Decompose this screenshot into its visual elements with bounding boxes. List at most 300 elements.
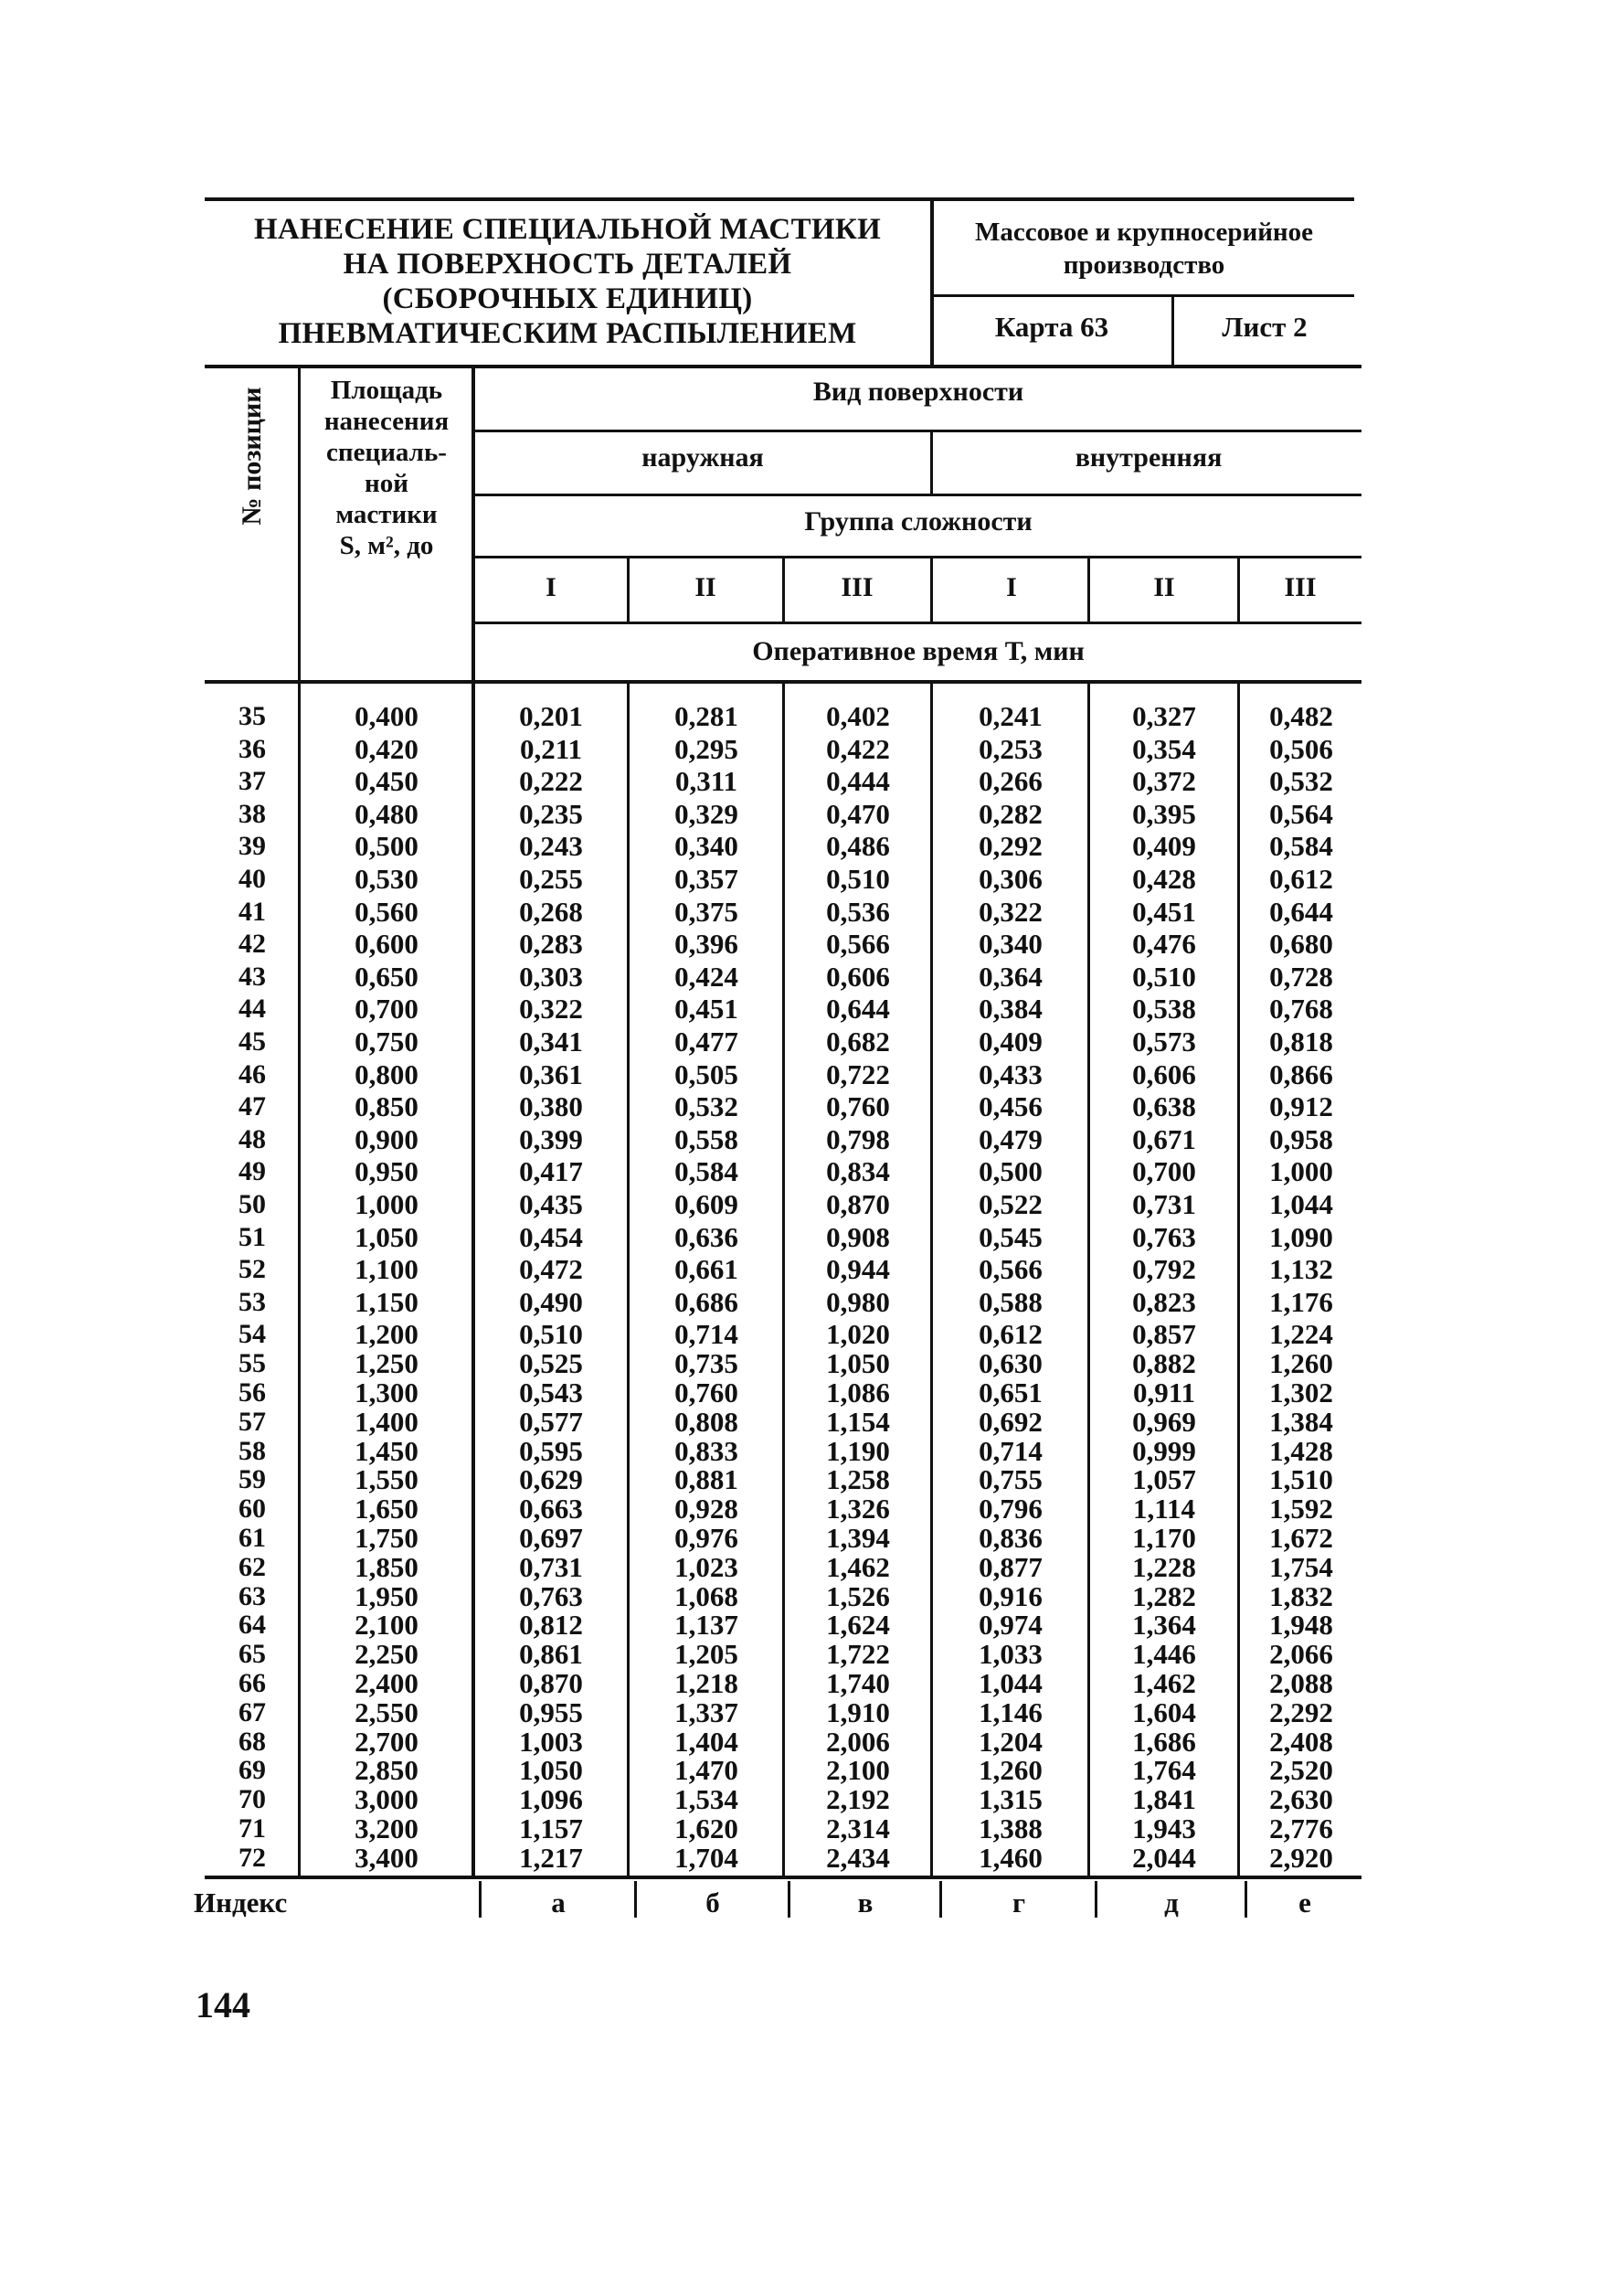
row-inner-1: 0,755: [979, 1463, 1043, 1496]
row-inner-3: 2,630: [1269, 1783, 1333, 1816]
row-outer-3: 2,192: [826, 1783, 890, 1816]
row-area: 3,200: [355, 1812, 418, 1844]
row-outer-3: 0,566: [826, 928, 890, 961]
row-area: 3,400: [355, 1841, 418, 1874]
row-inner-1: 0,566: [979, 1253, 1043, 1286]
row-inner-2: 0,792: [1132, 1253, 1196, 1286]
row-area: 1,450: [355, 1434, 418, 1467]
row-inner-3: 0,912: [1269, 1090, 1333, 1123]
area-header-line-2: нанесения: [323, 407, 450, 436]
row-inner-1: 0,500: [979, 1155, 1043, 1188]
row-inner-2: 0,327: [1132, 700, 1196, 732]
row-area: 1,850: [355, 1550, 418, 1583]
index-label: Индекс: [194, 1887, 288, 1919]
row-outer-2: 0,375: [674, 895, 738, 928]
row-position: 39: [238, 831, 266, 862]
row-outer-3: 1,740: [826, 1667, 890, 1699]
index-divider-0: [479, 1881, 482, 1918]
row-inner-1: 0,714: [979, 1434, 1043, 1467]
inner-surface-header: внутренняя: [1075, 442, 1223, 473]
row-outer-2: 0,295: [674, 732, 738, 765]
row-area: 1,200: [355, 1318, 418, 1351]
row-inner-1: 1,315: [979, 1783, 1043, 1816]
area-header-line-5: мастики: [335, 500, 438, 529]
row-outer-3: 1,910: [826, 1695, 890, 1728]
row-position: 64: [238, 1610, 266, 1641]
row-outer-1: 0,763: [519, 1579, 583, 1612]
row-outer-1: 0,595: [519, 1434, 583, 1467]
row-inner-2: 0,538: [1132, 993, 1196, 1026]
outer-surface-header: наружная: [641, 442, 764, 473]
index-value-a: а: [551, 1887, 566, 1919]
row-inner-2: 0,671: [1132, 1122, 1196, 1155]
row-inner-3: 1,260: [1269, 1347, 1333, 1380]
row-area: 2,550: [355, 1695, 418, 1728]
row-outer-1: 1,217: [519, 1841, 583, 1874]
row-position: 38: [238, 798, 266, 829]
row-position: 49: [238, 1156, 266, 1187]
row-outer-2: 0,661: [674, 1253, 738, 1286]
row-position: 36: [238, 733, 266, 764]
body-divider-position: [298, 682, 301, 1876]
row-outer-2: 0,396: [674, 928, 738, 961]
row-area: 1,050: [355, 1220, 418, 1253]
row-inner-1: 0,588: [979, 1285, 1043, 1318]
row-inner-2: 1,364: [1132, 1609, 1196, 1642]
row-outer-1: 0,235: [519, 797, 583, 830]
row-inner-3: 2,408: [1269, 1725, 1333, 1758]
row-inner-2: 1,462: [1132, 1667, 1196, 1699]
row-position: 66: [238, 1668, 266, 1698]
row-outer-3: 0,682: [826, 1026, 890, 1058]
row-area: 2,250: [355, 1638, 418, 1671]
row-position: 63: [238, 1580, 266, 1611]
row-inner-1: 0,974: [979, 1609, 1043, 1642]
row-inner-2: 1,228: [1132, 1550, 1196, 1583]
row-outer-3: 2,006: [826, 1725, 890, 1758]
row-outer-2: 1,137: [674, 1609, 738, 1642]
sheet-number: Лист 2: [1222, 311, 1308, 343]
row-outer-2: 0,808: [674, 1405, 738, 1438]
row-inner-2: 0,999: [1132, 1434, 1196, 1467]
row-inner-2: 1,170: [1132, 1522, 1196, 1554]
row-outer-1: 0,255: [519, 863, 583, 895]
row-area: 1,000: [355, 1188, 418, 1220]
row-area: 0,560: [355, 895, 418, 928]
row-outer-2: 1,704: [674, 1841, 738, 1874]
row-outer-1: 0,577: [519, 1405, 583, 1438]
row-area: 0,450: [355, 765, 418, 798]
row-outer-2: 0,928: [674, 1493, 738, 1525]
row-outer-2: 1,205: [674, 1638, 738, 1671]
row-inner-2: 1,686: [1132, 1725, 1196, 1758]
row-outer-3: 1,086: [826, 1377, 890, 1408]
row-area: 1,100: [355, 1253, 418, 1286]
row-outer-2: 0,477: [674, 1026, 738, 1058]
row-outer-3: 1,020: [826, 1318, 890, 1351]
row-inner-2: 0,823: [1132, 1285, 1196, 1318]
row-outer-1: 0,543: [519, 1377, 583, 1408]
group-header-4: I: [1006, 572, 1017, 602]
row-inner-3: 1,672: [1269, 1522, 1333, 1554]
row-outer-1: 0,435: [519, 1188, 583, 1220]
row-position: 40: [238, 864, 266, 894]
row-area: 1,550: [355, 1463, 418, 1496]
row-outer-3: 1,462: [826, 1550, 890, 1583]
row-outer-1: 1,050: [519, 1754, 583, 1787]
row-inner-1: 0,266: [979, 765, 1043, 798]
body-divider-4: [1087, 682, 1090, 1876]
row-inner-3: 2,520: [1269, 1754, 1333, 1787]
row-inner-1: 0,364: [979, 960, 1043, 993]
row-inner-2: 0,372: [1132, 765, 1196, 798]
row-area: 0,600: [355, 928, 418, 961]
row-outer-1: 0,303: [519, 960, 583, 993]
row-inner-1: 0,433: [979, 1058, 1043, 1090]
row-inner-3: 2,292: [1269, 1695, 1333, 1728]
row-inner-2: 0,731: [1132, 1188, 1196, 1220]
row-position: 47: [238, 1091, 266, 1122]
row-outer-2: 1,337: [674, 1695, 738, 1728]
row-inner-1: 1,044: [979, 1667, 1043, 1699]
row-position: 62: [238, 1551, 266, 1582]
row-outer-3: 0,870: [826, 1188, 890, 1220]
row-outer-3: 1,394: [826, 1522, 890, 1554]
row-inner-3: 0,506: [1269, 732, 1333, 765]
row-inner-1: 1,460: [979, 1841, 1043, 1874]
row-outer-2: 1,404: [674, 1725, 738, 1758]
row-outer-3: 0,510: [826, 863, 890, 895]
row-inner-2: 1,057: [1132, 1463, 1196, 1496]
row-area: 2,400: [355, 1667, 418, 1699]
body-divider-1: [627, 682, 630, 1876]
row-area: 3,000: [355, 1783, 418, 1816]
row-area: 0,750: [355, 1026, 418, 1058]
row-outer-3: 0,606: [826, 960, 890, 993]
row-outer-1: 1,096: [519, 1783, 583, 1816]
row-position: 42: [238, 929, 266, 960]
row-area: 0,650: [355, 960, 418, 993]
row-outer-1: 0,243: [519, 830, 583, 863]
index-divider-2: [788, 1881, 790, 1918]
row-outer-2: 0,976: [674, 1522, 738, 1554]
row-area: 0,500: [355, 830, 418, 863]
row-area: 0,800: [355, 1058, 418, 1090]
row-inner-3: 0,768: [1269, 993, 1333, 1026]
row-inner-2: 0,882: [1132, 1347, 1196, 1380]
row-inner-2: 0,857: [1132, 1318, 1196, 1351]
row-inner-2: 0,638: [1132, 1090, 1196, 1123]
row-inner-2: 0,476: [1132, 928, 1196, 961]
row-area: 1,650: [355, 1493, 418, 1525]
row-inner-1: 0,241: [979, 700, 1043, 732]
row-position: 51: [238, 1221, 266, 1252]
row-inner-2: 1,282: [1132, 1579, 1196, 1612]
row-inner-1: 0,479: [979, 1122, 1043, 1155]
row-outer-3: 0,834: [826, 1155, 890, 1188]
row-inner-3: 0,482: [1269, 700, 1333, 732]
row-inner-1: 0,253: [979, 732, 1043, 765]
group-header-6: III: [1284, 572, 1317, 602]
row-outer-3: 0,722: [826, 1058, 890, 1090]
row-inner-2: 1,604: [1132, 1695, 1196, 1728]
row-outer-2: 1,068: [674, 1579, 738, 1612]
group-header-1: I: [546, 572, 556, 602]
row-inner-3: 1,000: [1269, 1155, 1333, 1188]
row-outer-3: 1,050: [826, 1347, 890, 1380]
row-inner-1: 0,456: [979, 1090, 1043, 1123]
time-header: Оперативное время Т, мин: [752, 636, 1085, 666]
row-outer-2: 0,584: [674, 1155, 738, 1188]
group-header-5: II: [1153, 572, 1175, 602]
row-inner-1: 0,836: [979, 1522, 1043, 1554]
row-outer-3: 1,258: [826, 1463, 890, 1496]
row-inner-2: 0,428: [1132, 863, 1196, 895]
row-inner-2: 0,763: [1132, 1220, 1196, 1253]
row-outer-1: 0,211: [519, 732, 583, 765]
row-inner-1: 0,796: [979, 1493, 1043, 1525]
row-outer-1: 0,955: [519, 1695, 583, 1728]
row-outer-3: 1,624: [826, 1609, 890, 1642]
row-outer-3: 0,644: [826, 993, 890, 1026]
row-position: 70: [238, 1784, 266, 1815]
row-outer-3: 1,526: [826, 1579, 890, 1612]
body-divider-2: [782, 682, 785, 1876]
area-header-line-3: специаль-: [326, 438, 447, 467]
row-inner-1: 0,409: [979, 1026, 1043, 1058]
row-outer-3: 1,326: [826, 1493, 890, 1525]
body-divider-5: [1237, 682, 1240, 1876]
row-position: 54: [238, 1319, 266, 1350]
row-position: 67: [238, 1696, 266, 1727]
row-position: 56: [238, 1377, 266, 1408]
page-number: 144: [196, 1984, 250, 2025]
row-area: 1,750: [355, 1522, 418, 1554]
row-outer-2: 1,534: [674, 1783, 738, 1816]
row-outer-1: 0,663: [519, 1493, 583, 1525]
row-outer-3: 0,908: [826, 1220, 890, 1253]
table-bottom-rule: [205, 1876, 1361, 1879]
row-inner-1: 0,651: [979, 1377, 1043, 1408]
row-outer-2: 0,636: [674, 1220, 738, 1253]
row-outer-2: 0,686: [674, 1285, 738, 1318]
row-inner-3: 0,958: [1269, 1122, 1333, 1155]
index-value-b: б: [705, 1887, 720, 1919]
row-inner-3: 1,132: [1269, 1253, 1333, 1286]
row-inner-1: 0,612: [979, 1318, 1043, 1351]
row-outer-2: 0,311: [674, 765, 738, 798]
row-area: 0,850: [355, 1090, 418, 1123]
row-outer-1: 0,268: [519, 895, 583, 928]
row-outer-3: 0,444: [826, 765, 890, 798]
row-inner-1: 0,340: [979, 928, 1043, 961]
row-outer-1: 0,870: [519, 1667, 583, 1699]
index-divider-3: [939, 1881, 942, 1918]
row-inner-3: 0,866: [1269, 1058, 1333, 1090]
surface-type-header: Вид поверхности: [812, 377, 1024, 407]
row-inner-1: 0,522: [979, 1188, 1043, 1220]
row-outer-1: 0,697: [519, 1522, 583, 1554]
row-outer-3: 0,486: [826, 830, 890, 863]
row-inner-1: 0,292: [979, 830, 1043, 863]
row-area: 0,480: [355, 797, 418, 830]
row-inner-2: 1,446: [1132, 1638, 1196, 1671]
row-inner-3: 1,754: [1269, 1550, 1333, 1583]
row-outer-1: 0,222: [519, 765, 583, 798]
row-inner-2: 0,395: [1132, 797, 1196, 830]
row-inner-2: 0,409: [1132, 830, 1196, 863]
row-position: 35: [238, 701, 266, 731]
row-position: 45: [238, 1026, 266, 1057]
row-position: 41: [238, 896, 266, 927]
row-outer-2: 0,833: [674, 1434, 738, 1467]
row-area: 1,150: [355, 1285, 418, 1318]
index-value-e: е: [1298, 1887, 1311, 1919]
row-inner-3: 2,066: [1269, 1638, 1333, 1671]
title-line-4: ПНЕВМАТИЧЕСКИМ РАСПЫЛЕНИЕМ: [278, 317, 857, 350]
group-header-2: II: [694, 572, 716, 602]
row-outer-3: 0,422: [826, 732, 890, 765]
row-inner-2: 0,606: [1132, 1058, 1196, 1090]
row-position: 61: [238, 1523, 266, 1553]
row-inner-3: 1,428: [1269, 1434, 1333, 1467]
row-inner-1: 0,306: [979, 863, 1043, 895]
row-position: 58: [238, 1435, 266, 1466]
row-inner-3: 0,532: [1269, 765, 1333, 798]
index-value-g: г: [1012, 1887, 1026, 1919]
row-position: 37: [238, 766, 266, 797]
row-inner-1: 0,916: [979, 1579, 1043, 1612]
production-line-2: производство: [1063, 250, 1225, 280]
row-position: 71: [238, 1813, 266, 1844]
complexity-header: Группа сложности: [804, 506, 1033, 537]
row-outer-2: 0,505: [674, 1058, 738, 1090]
row-outer-1: 0,490: [519, 1285, 583, 1318]
row-inner-3: 1,592: [1269, 1493, 1333, 1525]
row-inner-3: 2,088: [1269, 1667, 1333, 1699]
row-inner-2: 1,943: [1132, 1812, 1196, 1844]
area-header-line-4: ной: [365, 469, 408, 498]
row-outer-3: 2,100: [826, 1754, 890, 1787]
row-inner-3: 1,090: [1269, 1220, 1333, 1253]
row-position: 59: [238, 1464, 266, 1495]
row-inner-3: 1,302: [1269, 1377, 1333, 1408]
row-outer-1: 1,157: [519, 1812, 583, 1844]
row-area: 1,400: [355, 1405, 418, 1438]
row-outer-3: 2,434: [826, 1841, 890, 1874]
row-inner-2: 0,510: [1132, 960, 1196, 993]
row-position: 60: [238, 1493, 266, 1525]
row-position: 72: [238, 1842, 266, 1873]
row-inner-3: 1,044: [1269, 1188, 1333, 1220]
row-inner-3: 0,564: [1269, 797, 1333, 830]
row-outer-2: 0,329: [674, 797, 738, 830]
row-outer-2: 0,760: [674, 1377, 738, 1408]
row-inner-2: 0,451: [1132, 895, 1196, 928]
row-outer-1: 1,003: [519, 1725, 583, 1758]
row-outer-3: 0,760: [826, 1090, 890, 1123]
row-outer-1: 0,283: [519, 928, 583, 961]
row-outer-2: 0,340: [674, 830, 738, 863]
area-header-line-6: S, м², до: [339, 531, 434, 560]
row-outer-2: 0,451: [674, 993, 738, 1026]
row-outer-1: 0,629: [519, 1463, 583, 1496]
row-inner-2: 1,764: [1132, 1754, 1196, 1787]
row-area: 2,700: [355, 1725, 418, 1758]
row-area: 2,100: [355, 1609, 418, 1642]
row-inner-2: 0,969: [1132, 1405, 1196, 1438]
row-inner-1: 1,146: [979, 1695, 1043, 1728]
row-outer-2: 0,735: [674, 1347, 738, 1380]
row-position: 43: [238, 961, 266, 992]
row-inner-2: 1,841: [1132, 1783, 1196, 1816]
row-inner-3: 1,224: [1269, 1318, 1333, 1351]
row-outer-2: 0,714: [674, 1318, 738, 1351]
index-divider-1: [634, 1881, 637, 1918]
row-inner-1: 1,388: [979, 1812, 1043, 1844]
row-position: 46: [238, 1058, 266, 1090]
title-line-1: НАНЕСЕНИЕ СПЕЦИАЛЬНОЙ МАСТИКИ: [253, 213, 882, 246]
row-position: 65: [238, 1639, 266, 1670]
row-inner-3: 0,680: [1269, 928, 1333, 961]
row-outer-2: 1,023: [674, 1550, 738, 1583]
row-outer-2: 0,532: [674, 1090, 738, 1123]
row-inner-3: 1,948: [1269, 1609, 1333, 1642]
row-outer-2: 0,609: [674, 1188, 738, 1220]
group-header-3: III: [841, 572, 874, 602]
row-area: 2,850: [355, 1754, 418, 1787]
row-inner-1: 0,282: [979, 797, 1043, 830]
row-outer-1: 0,201: [519, 700, 583, 732]
row-inner-3: 2,920: [1269, 1841, 1333, 1874]
row-inner-2: 0,354: [1132, 732, 1196, 765]
row-inner-1: 0,384: [979, 993, 1043, 1026]
row-inner-3: 0,644: [1269, 895, 1333, 928]
row-position: 50: [238, 1189, 266, 1219]
row-outer-1: 0,380: [519, 1090, 583, 1123]
position-header: № позиции: [237, 387, 267, 526]
row-outer-1: 0,731: [519, 1550, 583, 1583]
row-position: 68: [238, 1726, 266, 1757]
row-inner-1: 0,545: [979, 1220, 1043, 1253]
row-outer-3: 2,314: [826, 1812, 890, 1844]
row-outer-1: 0,399: [519, 1122, 583, 1155]
title-line-2: НА ПОВЕРХНОСТЬ ДЕТАЛЕЙ: [343, 248, 792, 281]
row-outer-3: 1,190: [826, 1434, 890, 1467]
body-divider-area: [471, 682, 475, 1876]
row-outer-2: 0,881: [674, 1463, 738, 1496]
row-area: 0,900: [355, 1122, 418, 1155]
index-value-d: д: [1164, 1887, 1179, 1919]
row-outer-3: 1,722: [826, 1638, 890, 1671]
row-inner-1: 1,033: [979, 1638, 1043, 1671]
row-outer-1: 0,510: [519, 1318, 583, 1351]
row-area: 1,950: [355, 1579, 418, 1612]
row-inner-2: 0,573: [1132, 1026, 1196, 1058]
row-position: 57: [238, 1406, 266, 1437]
row-outer-1: 0,341: [519, 1026, 583, 1058]
row-outer-1: 0,812: [519, 1609, 583, 1642]
row-outer-3: 0,944: [826, 1253, 890, 1286]
row-area: 0,530: [355, 863, 418, 895]
row-inner-3: 2,776: [1269, 1812, 1333, 1844]
row-outer-1: 0,454: [519, 1220, 583, 1253]
row-outer-2: 1,218: [674, 1667, 738, 1699]
row-outer-3: 0,470: [826, 797, 890, 830]
row-area: 0,950: [355, 1155, 418, 1188]
row-inner-3: 0,584: [1269, 830, 1333, 863]
row-inner-1: 0,692: [979, 1405, 1043, 1438]
